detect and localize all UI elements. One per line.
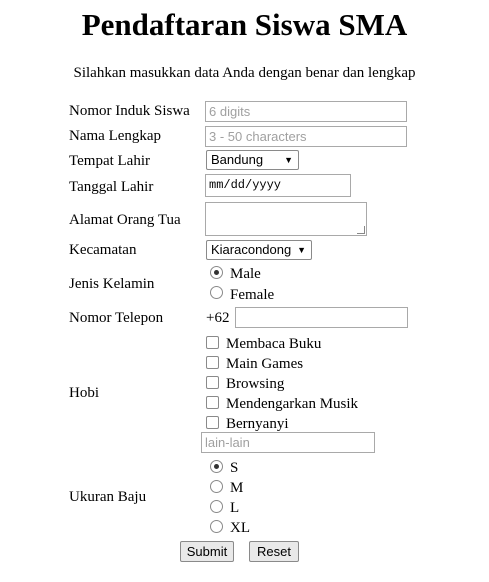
radio-female[interactable] bbox=[210, 286, 223, 299]
alamat-label: Alamat Orang Tua bbox=[69, 212, 181, 228]
date-mask-text: mm/dd/yyyy bbox=[209, 178, 282, 192]
jenis-kelamin-label: Jenis Kelamin bbox=[69, 276, 155, 292]
reset-button[interactable]: Reset bbox=[249, 541, 299, 562]
tempat-lahir-label: Tempat Lahir bbox=[69, 153, 150, 169]
resize-grip-icon[interactable] bbox=[357, 226, 365, 234]
radio-size-s-label: S bbox=[230, 460, 239, 476]
dropdown-arrow-icon: ▼ bbox=[284, 155, 293, 165]
telepon-label: Nomor Telepon bbox=[69, 310, 164, 326]
tanggal-lahir-label: Tanggal Lahir bbox=[69, 179, 154, 195]
tempat-lahir-select[interactable] bbox=[206, 150, 299, 170]
alamat-textarea[interactable] bbox=[205, 202, 367, 236]
submit-button[interactable]: Submit bbox=[180, 541, 234, 562]
radio-size-m[interactable] bbox=[210, 480, 223, 493]
radio-male[interactable] bbox=[210, 266, 223, 279]
page-title: Pendaftaran Siswa SMA bbox=[81, 7, 408, 42]
radio-female-label: Female bbox=[230, 287, 275, 303]
telepon-prefix: +62 bbox=[206, 310, 230, 326]
checkbox-membaca-buku[interactable] bbox=[206, 336, 219, 349]
radio-male-label: Male bbox=[230, 266, 261, 282]
checkbox-bernyanyi[interactable] bbox=[206, 416, 219, 429]
checkbox-browsing[interactable] bbox=[206, 376, 219, 389]
telepon-input[interactable] bbox=[235, 307, 408, 328]
page-subtitle: Silahkan masukkan data Anda dengan benar dan lengkap bbox=[73, 65, 416, 81]
dropdown-arrow-icon: ▼ bbox=[297, 245, 306, 255]
hobi-label: Hobi bbox=[69, 385, 99, 401]
nama-label: Nama Lengkap bbox=[69, 128, 162, 144]
radio-size-s[interactable] bbox=[210, 460, 223, 473]
kecamatan-select[interactable] bbox=[206, 240, 312, 260]
hobi-lain-input[interactable] bbox=[201, 432, 375, 453]
radio-size-m-label: M bbox=[230, 480, 244, 496]
radio-size-l-label: L bbox=[230, 500, 240, 516]
kecamatan-label: Kecamatan bbox=[69, 242, 137, 258]
nis-input[interactable] bbox=[205, 101, 407, 122]
nis-label: Nomor Induk Siswa bbox=[69, 103, 190, 119]
radio-size-l[interactable] bbox=[210, 500, 223, 513]
ukuran-baju-label: Ukuran Baju bbox=[69, 489, 147, 505]
checkbox-main-games[interactable] bbox=[206, 356, 219, 369]
kecamatan-selected: Kiaracondong bbox=[211, 242, 292, 257]
checkbox-mendengarkan-musik[interactable] bbox=[206, 396, 219, 409]
checkbox-main-games-label: Main Games bbox=[226, 356, 304, 372]
tanggal-lahir-input[interactable] bbox=[205, 174, 351, 197]
checkbox-bernyanyi-label: Bernyanyi bbox=[226, 416, 289, 432]
checkbox-membaca-buku-label: Membaca Buku bbox=[226, 336, 322, 352]
checkbox-browsing-label: Browsing bbox=[226, 376, 285, 392]
radio-size-xl[interactable] bbox=[210, 520, 223, 533]
tempat-lahir-selected: Bandung bbox=[211, 152, 264, 167]
checkbox-mendengarkan-musik-label: Mendengarkan Musik bbox=[226, 396, 359, 412]
radio-size-xl-label: XL bbox=[230, 520, 250, 536]
nama-input[interactable] bbox=[205, 126, 407, 147]
